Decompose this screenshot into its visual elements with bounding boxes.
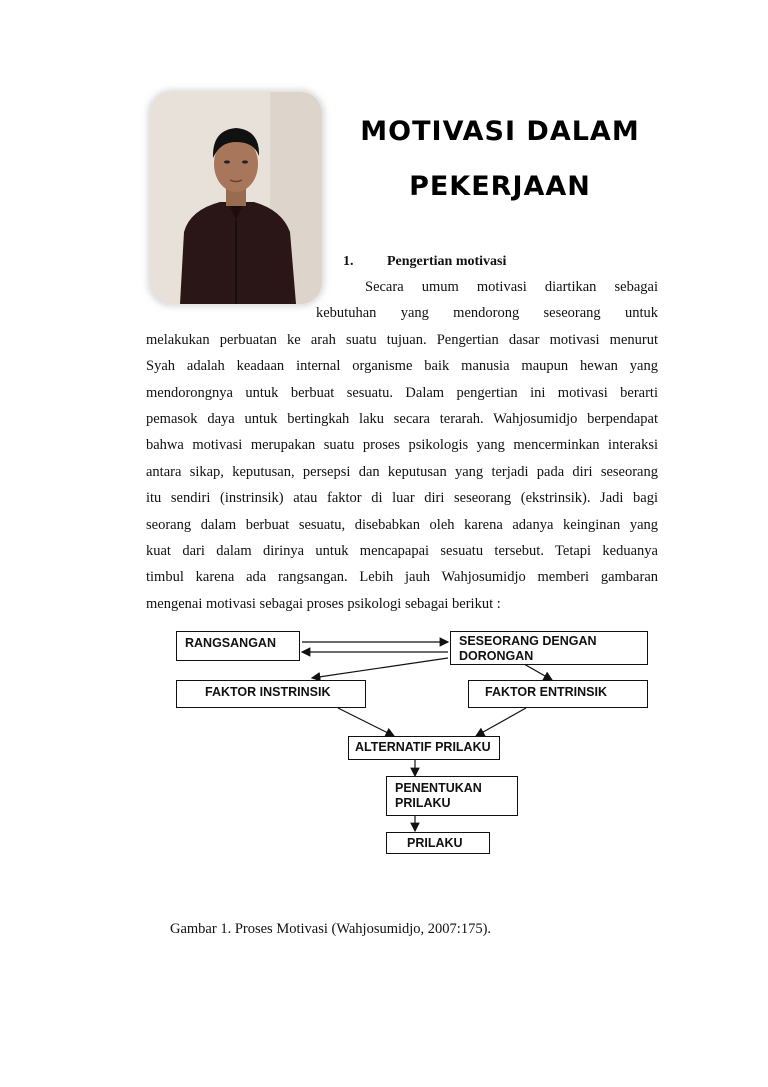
paragraph-line: bahwa motivasi merupakan suatu proses psikologis yang mencerminkan interaksi: [146, 437, 658, 454]
alternatif-prilaku-label: ALTERNATIF PRILAKU: [355, 740, 491, 754]
paragraph-line: kuat dari dalam dirinya untuk mencapapai sesuatu tersebut. Tetapi keduanya: [146, 542, 658, 559]
paragraph-line: timbul karena ada rangsangan. Lebih jauh Wahjosumidjo memberi gambaran: [146, 569, 658, 586]
page-title-line2: PEKERJAAN: [409, 171, 591, 202]
alternatif-prilaku-box: [348, 736, 500, 760]
rangsangan-box: [176, 631, 300, 661]
author-photo: [150, 92, 322, 304]
faktor-entrinsik-box: [468, 680, 648, 708]
seseorang-label-line1: SESEORANG DENGAN: [459, 634, 597, 648]
seseorang-dengan-dorongan-box: [450, 631, 648, 665]
faktor-instrinsik-label: FAKTOR INSTRINSIK: [205, 685, 331, 699]
paragraph-line: Syah adalah keadaan internal organisme baik manusia maupun hewan yang: [146, 358, 658, 375]
penentukan-prilaku-box: [386, 776, 518, 816]
body-paragraph: [146, 274, 658, 617]
section-number: 1.: [343, 254, 354, 269]
section-title: Pengertian motivasi: [387, 254, 507, 269]
paragraph-line: mengenai motivasi sebagai proses psikologi sebagai berikut :: [146, 595, 501, 612]
faktor-instrinsik-box: [176, 680, 366, 708]
paragraph-line: mendorongnya untuk berbuat sesuatu. Dalam pengertian ini motivasi berarti: [146, 384, 658, 401]
page-title-line1: MOTIVASI DALAM: [360, 116, 640, 147]
motivation-process-diagram: [172, 628, 652, 858]
prilaku-label: PRILAKU: [407, 836, 463, 850]
prilaku-box: [386, 832, 490, 854]
paragraph-line: pemasok daya untuk bertingkah laku secara terarah. Wahjosumidjo berpendapat: [146, 410, 658, 427]
paragraph-line: itu sendiri (instrinsik) atau faktor di luar diri seseorang (ekstrinsik). Jadi bagi: [146, 490, 658, 507]
penentukan-label-line1: PENENTUKAN: [395, 781, 482, 795]
faktor-entrinsik-label: FAKTOR ENTRINSIK: [485, 685, 607, 699]
section-heading: [343, 254, 506, 270]
figure-caption: Gambar 1. Proses Motivasi (Wahjosumidjo, 2007:175).: [170, 921, 492, 937]
seseorang-label-line2: DORONGAN: [459, 649, 534, 663]
paragraph-line: antara sikap, keputusan, persepsi dan keputusan yang terjadi pada diri seseorang: [146, 463, 658, 480]
paragraph-line: seorang dalam berbuat sesuatu, disebabkan oleh karena adanya keinginan yang: [146, 516, 658, 533]
paragraph-line: Secara umum motivasi diartikan sebagai: [365, 279, 658, 295]
penentukan-label-line2: PRILAKU: [395, 796, 451, 810]
rangsangan-label: RANGSANGAN: [185, 636, 276, 650]
paragraph-line: kebutuhan yang mendorong seseorang untuk: [316, 305, 658, 322]
person-portrait-image: [150, 92, 322, 304]
paragraph-line: melakukan perbuatan ke arah suatu tujuan. Pengertian dasar motivasi menurut: [146, 331, 658, 348]
